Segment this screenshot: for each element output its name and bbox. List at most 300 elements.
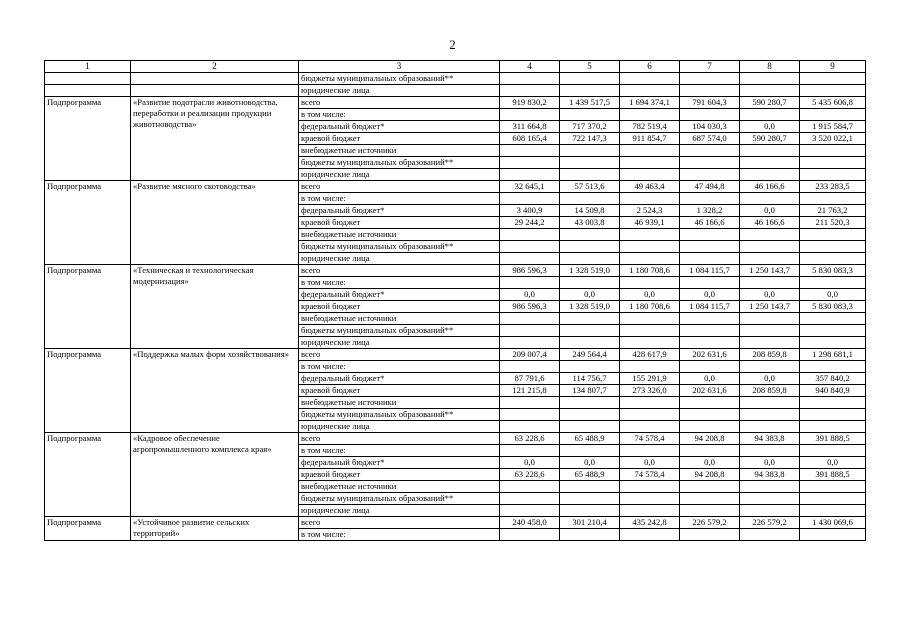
funding-source-cell: бюджеты муниципальных образований** [299,73,500,85]
table-row [45,349,866,361]
value-cell: 428 617,9 [620,349,680,361]
value-cell [740,397,800,409]
value-cell [500,421,560,433]
value-cell [680,193,740,205]
value-cell [800,313,866,325]
value-cell [800,325,866,337]
value-cell [740,193,800,205]
value-cell [740,241,800,253]
value-cell: 46 166,6 [740,181,800,193]
table-body [45,61,866,541]
budget-table [44,60,866,541]
value-cell [800,193,866,205]
funding-source-cell: краевой бюджет [299,217,500,229]
value-cell [800,361,866,373]
value-cell [680,73,740,85]
value-cell: 134 807,7 [560,385,620,397]
value-cell: 63 228,6 [500,433,560,445]
value-cell [500,73,560,85]
value-cell: 209 007,4 [500,349,560,361]
program-name-cell: «Поддержка малых форм хозяйствования» [131,349,299,433]
funding-source-cell: федеральный бюджет* [299,121,500,133]
funding-source-cell: всего [299,181,500,193]
value-cell [680,85,740,97]
program-name-cell: «Техническая и технологическая модернизация» [131,265,299,349]
value-cell: 94 383,8 [740,469,800,481]
value-cell [500,361,560,373]
value-cell: 46 166,6 [740,217,800,229]
header-cell: 6 [620,61,680,73]
funding-source-cell: краевой бюджет [299,133,500,145]
value-cell: 249 564,4 [560,349,620,361]
value-cell: 1 180 708,6 [620,265,680,277]
value-cell [560,325,620,337]
value-cell [740,157,800,169]
value-cell [800,73,866,85]
program-type-cell: Подпрограмма [45,517,131,541]
value-cell: 940 840,9 [800,385,866,397]
table-row [45,433,866,445]
program-name-cell: «Устойчивое развитие сельских территорий» [131,517,299,541]
value-cell: 0,0 [740,205,800,217]
value-cell: 47 494,8 [680,181,740,193]
funding-source-cell: всего [299,517,500,529]
value-cell [620,145,680,157]
value-cell: 211 520,3 [800,217,866,229]
value-cell: 87 791,6 [500,373,560,385]
value-cell [500,241,560,253]
program-type-cell: Подпрограмма [45,349,131,433]
value-cell [620,409,680,421]
value-cell [620,169,680,181]
value-cell: 65 488,9 [560,469,620,481]
value-cell [800,241,866,253]
value-cell [740,481,800,493]
value-cell [500,193,560,205]
value-cell [620,277,680,289]
funding-source-cell: федеральный бюджет* [299,289,500,301]
value-cell [680,109,740,121]
value-cell: 208 859,8 [740,349,800,361]
value-cell [620,397,680,409]
value-cell [680,145,740,157]
value-cell [740,253,800,265]
program-name-cell [131,73,299,85]
value-cell [620,325,680,337]
value-cell: 49 463,4 [620,181,680,193]
value-cell [740,505,800,517]
value-cell [680,481,740,493]
value-cell [560,229,620,241]
value-cell: 0,0 [500,457,560,469]
header-cell: 5 [560,61,620,73]
funding-source-cell: юридические лица [299,421,500,433]
funding-source-cell: юридические лица [299,169,500,181]
value-cell: 155 291,9 [620,373,680,385]
value-cell [500,85,560,97]
value-cell: 391 888,5 [800,469,866,481]
value-cell [800,85,866,97]
value-cell: 226 579,2 [680,517,740,529]
value-cell [560,409,620,421]
value-cell: 687 574,0 [680,133,740,145]
value-cell: 43 003,8 [560,217,620,229]
value-cell [620,73,680,85]
value-cell [500,445,560,457]
value-cell [800,445,866,457]
funding-source-cell: федеральный бюджет* [299,457,500,469]
value-cell [800,337,866,349]
funding-source-cell: федеральный бюджет* [299,205,500,217]
value-cell [740,529,800,541]
table-row [45,181,866,193]
funding-source-cell: в том числе: [299,193,500,205]
value-cell: 0,0 [740,457,800,469]
value-cell [800,277,866,289]
value-cell: 791 604,3 [680,97,740,109]
value-cell: 1 439 517,5 [560,97,620,109]
value-cell: 0,0 [620,289,680,301]
value-cell: 57 513,6 [560,181,620,193]
funding-source-cell: в том числе: [299,529,500,541]
value-cell [680,421,740,433]
value-cell [560,529,620,541]
funding-source-cell: всего [299,265,500,277]
value-cell [680,445,740,457]
value-cell: 717 370,2 [560,121,620,133]
funding-source-cell: бюджеты муниципальных образований** [299,241,500,253]
value-cell: 1 328 519,0 [560,301,620,313]
value-cell: 1 298 681,1 [800,349,866,361]
value-cell: 94 383,8 [740,433,800,445]
value-cell [740,445,800,457]
value-cell [500,337,560,349]
value-cell [680,505,740,517]
value-cell [680,397,740,409]
value-cell [680,157,740,169]
value-cell [800,397,866,409]
value-cell [560,313,620,325]
value-cell [680,253,740,265]
header-cell: 3 [299,61,500,73]
value-cell [620,253,680,265]
value-cell [740,73,800,85]
funding-source-cell: в том числе: [299,277,500,289]
program-type-cell [45,85,131,97]
value-cell [560,157,620,169]
value-cell [500,109,560,121]
value-cell: 301 210,4 [560,517,620,529]
value-cell: 74 578,4 [620,469,680,481]
value-cell: 1 084 115,7 [680,265,740,277]
funding-source-cell: в том числе: [299,445,500,457]
value-cell: 5 435 606,8 [800,97,866,109]
value-cell [560,253,620,265]
funding-source-cell: юридические лица [299,337,500,349]
value-cell: 14 509,8 [560,205,620,217]
funding-source-cell: всего [299,433,500,445]
value-cell: 1 694 374,1 [620,97,680,109]
value-cell [620,85,680,97]
value-cell [740,229,800,241]
value-cell [560,169,620,181]
value-cell [740,409,800,421]
header-cell: 4 [500,61,560,73]
program-type-cell: Подпрограмма [45,181,131,265]
value-cell [620,493,680,505]
funding-source-cell: внебюджетные источники [299,481,500,493]
value-cell [560,145,620,157]
value-cell [560,505,620,517]
value-cell [680,229,740,241]
value-cell [740,109,800,121]
value-cell [560,493,620,505]
value-cell: 21 763,2 [800,205,866,217]
value-cell: 0,0 [680,373,740,385]
value-cell [620,229,680,241]
value-cell [560,481,620,493]
value-cell: 104 030,3 [680,121,740,133]
value-cell [800,505,866,517]
value-cell: 202 631,6 [680,385,740,397]
program-type-cell: Подпрограмма [45,97,131,181]
value-cell [500,145,560,157]
value-cell [560,73,620,85]
value-cell [500,169,560,181]
value-cell [560,337,620,349]
value-cell: 3 400,9 [500,205,560,217]
value-cell: 226 579,2 [740,517,800,529]
value-cell [800,229,866,241]
value-cell: 202 631,6 [680,349,740,361]
value-cell [680,409,740,421]
value-cell [620,529,680,541]
table-row [45,97,866,109]
value-cell [800,157,866,169]
funding-source-cell: юридические лица [299,253,500,265]
program-name-cell: «Развитие подотрасли животноводства, переработки и реализации продукции животноводства» [131,97,299,181]
value-cell: 1 084 115,7 [680,301,740,313]
value-cell: 1 250 143,7 [740,265,800,277]
value-cell [800,529,866,541]
funding-source-cell: краевой бюджет [299,301,500,313]
value-cell: 46 939,1 [620,217,680,229]
funding-source-cell: внебюджетные источники [299,145,500,157]
value-cell: 722 147,3 [560,133,620,145]
value-cell [800,169,866,181]
program-type-cell [45,73,131,85]
header-cell: 7 [680,61,740,73]
value-cell [740,325,800,337]
funding-source-cell: внебюджетные источники [299,313,500,325]
funding-source-cell: бюджеты муниципальных образований** [299,493,500,505]
value-cell [740,145,800,157]
value-cell: 357 840,2 [800,373,866,385]
value-cell [680,325,740,337]
value-cell [800,421,866,433]
value-cell [620,421,680,433]
value-cell: 0,0 [560,457,620,469]
value-cell [800,145,866,157]
value-cell: 233 283,5 [800,181,866,193]
value-cell: 986 596,3 [500,301,560,313]
value-cell: 5 830 083,3 [800,265,866,277]
program-name-cell [131,85,299,97]
value-cell: 46 166,6 [680,217,740,229]
funding-source-cell: в том числе: [299,109,500,121]
funding-source-cell: бюджеты муниципальных образований** [299,409,500,421]
value-cell: 94 208,8 [680,469,740,481]
value-cell: 1 430 069,6 [800,517,866,529]
table-row [45,73,866,85]
value-cell [740,85,800,97]
value-cell [800,481,866,493]
header-cell: 9 [800,61,866,73]
value-cell [620,445,680,457]
value-cell: 0,0 [680,289,740,301]
value-cell [620,241,680,253]
value-cell [560,109,620,121]
value-cell [500,313,560,325]
funding-source-cell: внебюджетные источники [299,397,500,409]
value-cell [740,493,800,505]
value-cell [620,157,680,169]
value-cell: 0,0 [800,289,866,301]
value-cell [680,493,740,505]
funding-source-cell: внебюджетные источники [299,229,500,241]
value-cell [500,481,560,493]
value-cell: 782 519,4 [620,121,680,133]
value-cell [620,109,680,121]
value-cell [800,253,866,265]
value-cell: 1 250 143,7 [740,301,800,313]
value-cell [620,361,680,373]
table-row [45,85,866,97]
value-cell: 911 854,7 [620,133,680,145]
value-cell [800,493,866,505]
funding-source-cell: краевой бюджет [299,385,500,397]
value-cell: 590 280,7 [740,97,800,109]
value-cell [740,277,800,289]
value-cell [560,241,620,253]
value-cell: 2 524,3 [620,205,680,217]
value-cell [500,493,560,505]
value-cell [680,277,740,289]
value-cell: 0,0 [740,289,800,301]
table-row [45,517,866,529]
value-cell: 273 326,0 [620,385,680,397]
value-cell [560,361,620,373]
value-cell [500,253,560,265]
value-cell: 311 664,8 [500,121,560,133]
value-cell: 3 520 022,1 [800,133,866,145]
funding-source-cell: краевой бюджет [299,469,500,481]
header-row [45,61,866,73]
value-cell [560,421,620,433]
funding-source-cell: юридические лица [299,505,500,517]
value-cell: 435 242,8 [620,517,680,529]
value-cell: 121 215,8 [500,385,560,397]
table-row [45,265,866,277]
value-cell [740,421,800,433]
value-cell: 5 830 083,3 [800,301,866,313]
value-cell: 1 180 708,6 [620,301,680,313]
value-cell: 29 244,2 [500,217,560,229]
value-cell: 919 830,2 [500,97,560,109]
header-cell: 1 [45,61,131,73]
header-cell: 8 [740,61,800,73]
header-cell: 2 [131,61,299,73]
value-cell [680,169,740,181]
value-cell [800,109,866,121]
value-cell [500,157,560,169]
funding-source-cell: всего [299,97,500,109]
value-cell: 65 488,9 [560,433,620,445]
value-cell: 0,0 [560,289,620,301]
program-type-cell: Подпрограмма [45,265,131,349]
value-cell [560,445,620,457]
value-cell [680,529,740,541]
value-cell [620,481,680,493]
funding-source-cell: в том числе: [299,361,500,373]
program-name-cell: «Кадровое обеспечение агропромышленного комплекса края» [131,433,299,517]
value-cell [620,505,680,517]
value-cell: 0,0 [740,373,800,385]
value-cell [500,505,560,517]
value-cell: 986 596,3 [500,265,560,277]
value-cell [560,397,620,409]
funding-source-cell: бюджеты муниципальных образований** [299,325,500,337]
value-cell: 63 228,6 [500,469,560,481]
value-cell: 74 578,4 [620,433,680,445]
value-cell [620,337,680,349]
page-number: 2 [449,37,456,52]
value-cell: 114 756,7 [560,373,620,385]
value-cell [560,277,620,289]
value-cell [740,337,800,349]
value-cell [560,85,620,97]
program-type-cell: Подпрограмма [45,433,131,517]
value-cell: 240 458,0 [500,517,560,529]
value-cell [620,193,680,205]
value-cell: 590 280,7 [740,133,800,145]
value-cell: 1 328,2 [680,205,740,217]
value-cell: 208 859,8 [740,385,800,397]
value-cell [740,361,800,373]
value-cell [740,313,800,325]
value-cell: 0,0 [680,457,740,469]
value-cell [500,325,560,337]
value-cell [740,169,800,181]
value-cell [500,397,560,409]
value-cell [680,337,740,349]
funding-source-cell: всего [299,349,500,361]
value-cell [680,241,740,253]
value-cell: 32 645,1 [500,181,560,193]
value-cell: 94 208,8 [680,433,740,445]
value-cell: 608 165,4 [500,133,560,145]
value-cell [500,409,560,421]
value-cell [620,313,680,325]
funding-source-cell: бюджеты муниципальных образований** [299,157,500,169]
value-cell [800,409,866,421]
value-cell [680,313,740,325]
value-cell [500,529,560,541]
program-name-cell: «Развитие мясного скотоводства» [131,181,299,265]
value-cell [500,229,560,241]
value-cell: 0,0 [620,457,680,469]
funding-source-cell: юридические лица [299,85,500,97]
